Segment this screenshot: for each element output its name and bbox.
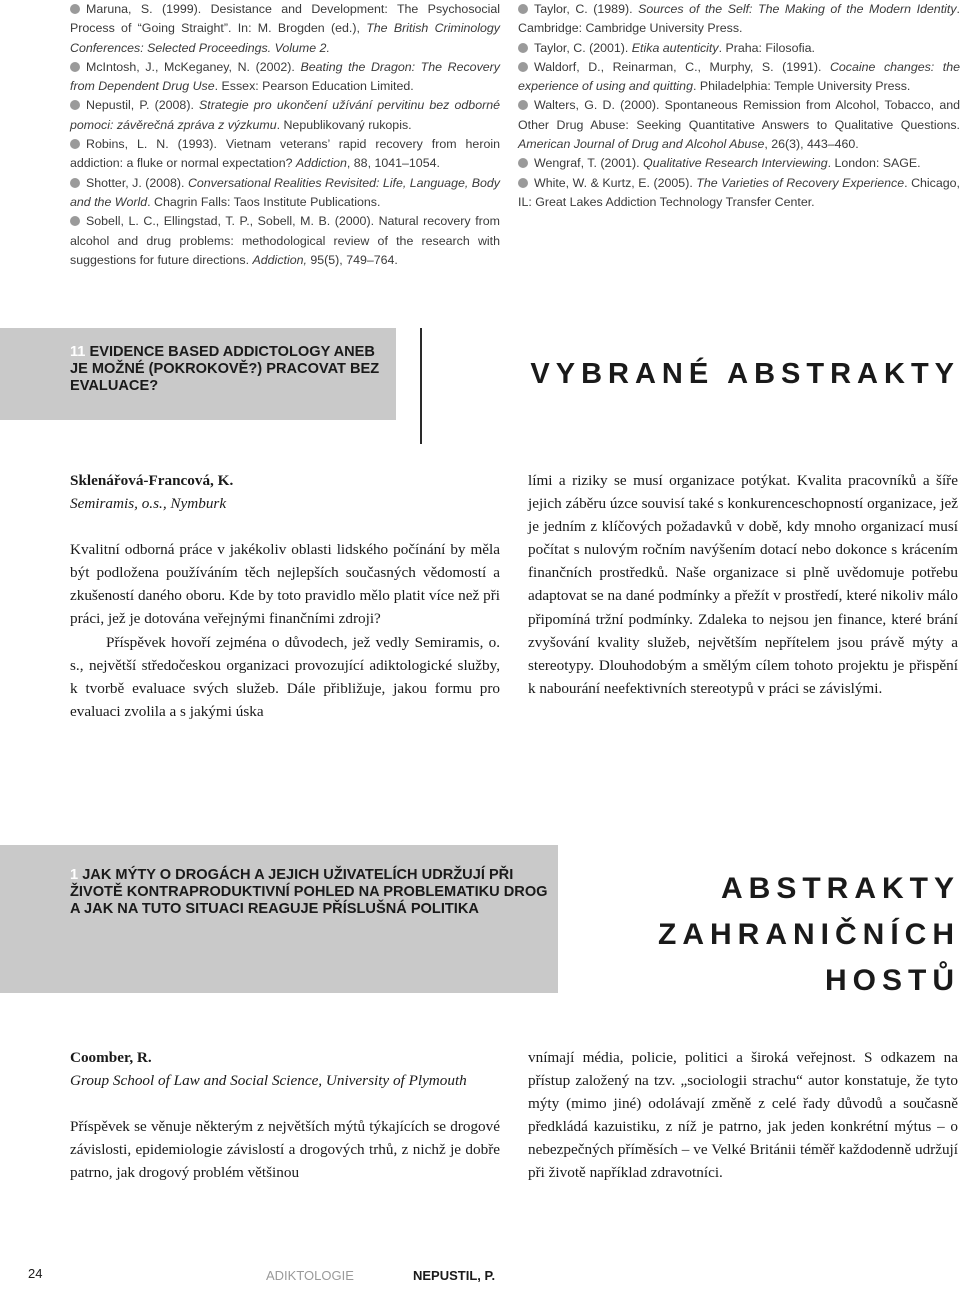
section-title-1 [70,344,390,395]
abstract-1-right [528,469,958,700]
page-number: 24 [28,1266,43,1281]
bullet-icon [518,100,528,110]
reference-item: Shotter, J. (2008). Conversational Realities Revisited: Life, Language, Body and the World. Chagrin Falls: Taos Institute Publications. [70,175,500,209]
reference-item: Nepustil, P. (2008). Strategie pro ukončení užívání pervitinu bez odborné pomoci: závěrečná zpráva z výzkumu. Nepublikovaný rukopis. [70,98,500,132]
bullet-icon [518,62,528,72]
bullet-icon [70,216,80,226]
abstract-2-continued: vnímají média, policie, politici a široká veřejnost. S odkazem na přístup založený na tzv. „sociologii strachu“ autor konstatuje, že tyto mýty (mimo jiné) odolávají změně z celé řady důvodů a současně předkládá kazuistiku, z níž je patrno, jak jeden konkrétní mýtus – o nebezpečných příměsích – ve Velké Británii téměř každodenně udržují při životě například zdravotníci. [528,1049,958,1182]
abstract-2-paragraph-1: Příspěvek se věnuje některým z největších mýtů týkajících se drogové závislosti, epidemiologie závislostí a drogových trhů, z nichž je dobře patrno, jak drogový problém většinou [70,1118,500,1182]
heading-line-1: ABSTRAKTY [721,872,960,905]
abstract-1-paragraph-1: Kvalitní odborná práce v jakékoliv oblasti lidského počínání by měla být podložena používáním těch nejlepších současných vědomostí a zkušeností daného oboru. Kde by toto pravidlo mělo platit více než při práci, jež je dotována veřejnými finančními zdroji? [70,541,500,628]
abstract-1-affiliation: Semiramis, o.s., Nymburk [70,495,227,513]
footer-journal: ADIKTOLOGIE [266,1268,354,1283]
references-right [518,0,960,212]
bullet-icon [70,178,80,188]
bullet-icon [70,62,80,72]
heading-line-3: HOSTŮ [825,964,960,997]
reference-item: Maruna, S. (1999). Desistance and Development: The Psychosocial Process of “Going Straight”. In: M. Brogden (ed.), The British Criminology Conferences: Selected Proceedings. Volume 2. [70,2,500,55]
section-number-1: 11 [70,344,86,360]
bullet-icon [70,4,80,14]
heading-line-2: ZAHRANIČNÍCH [658,918,960,951]
reference-item: Taylor, C. (2001). Etika autenticity. Praha: Filosofia. [518,39,960,58]
reference-item: Taylor, C. (1989). Sources of the Self: The Making of the Modern Identity. Cambridge: Cambridge University Press. [518,2,960,36]
abstract-1-author: Sklenářová-Francová, K. [70,472,234,489]
heading-abstrakty-zahranicnich-hostu [560,866,960,1004]
reference-item: Robins, L. N. (1993). Vietnam veterans’ rapid recovery from heroin addiction: a fluke or normal expectation? Addiction, 88, 1041–1054. [70,137,500,171]
abstract-2-author: Coomber, R. [70,1049,152,1066]
bullet-icon [518,43,528,53]
abstract-2-right [528,1046,958,1185]
bullet-icon [518,4,528,14]
section-title-2 [70,867,550,918]
abstract-1-continued: lími a riziky se musí organizace potýkat. Kvalita pracovníků a šíře jejich záběru úzce souvisí také s konkurenceschopností organizace, jež je jedním z klíčových požadavků v době, kdy mnoho organizací musí počítat s nulovým ročním navýšením dotací nebo dokonce s krácením finančních prostředků. Naše organizace si plně uvědomuje potřebu adaptovat se na dané podmínky a přežít v prostředí, které nikoliv málo připomíná tržní podmínky. Zdaleka to nejsou jen finance, které brání zvyšování kvality služeb, největším nepřítelem jsou právě mýty a stereotypy. Dlouhodobým a smělým cílem tohoto projektu je přispění k nabourání neefektivních stereotypů v práci se závislými. [528,472,958,697]
reference-item: McIntosh, J., McKeganey, N. (2002). Beating the Dragon: The Recovery from Dependent Drug Use. Essex: Pearson Education Limited. [70,59,500,94]
abstract-2-left [70,1046,500,1184]
footer-author: NEPUSTIL, P. [413,1268,496,1283]
reference-item: Walters, G. D. (2000). Spontaneous Remission from Alcohol, Tobacco, and Other Drug Abuse: Seeking Quantitative Answers to Qualitative Questions. American Journal of Drug and Alcohol Abuse, 26(3), 443–460. [518,98,960,152]
heading-vybrane-abstrakty: VYBRANÉ ABSTRAKTY [530,358,960,390]
bullet-icon [70,100,80,110]
reference-item: Wengraf, T. (2001). Qualitative Research Interviewing. London: SAGE. [518,154,960,173]
banner-divider-1 [420,328,422,444]
bullet-icon [70,139,80,149]
bullet-icon [518,178,528,188]
abstract-1-left [70,469,500,723]
abstract-1-paragraph-2: Příspěvek hovoří zejména o důvodech, jež vedly Semiramis, o. s., největší středočeskou organizaci provozující adiktologické služby, k tvorbě evaluace svých služeb. Dále přibližuje, jakou formu pro evaluaci zvolila a s jakými úska [70,633,500,720]
section-number-2: 1 [70,867,79,883]
bullet-icon [518,158,528,168]
reference-item: White, W. & Kurtz, E. (2005). The Varieties of Recovery Experience. Chicago, IL: Great Lakes Addiction Technology Transfer Center. [518,175,960,209]
section-title-text-2: JAK MÝTY O DROGÁCH A JEJICH UŽIVATELÍCH UDRŽUJÍ PŘI ŽIVOTĚ KONTRAPRODUKTIVNÍ POHLED NA PROBLEMATIKU DROG A JAK NA TUTO SITUACI REAGUJE PŘÍSLUŠNÁ POLITIKA [70,867,548,917]
section-title-text-1: EVIDENCE BASED ADDICTOLOGY ANEB JE MOŽNÉ (POKROKOVĚ?) PRACOVAT BEZ EVALUACE? [70,344,380,394]
abstract-2-affiliation: Group School of Law and Social Science, University of Plymouth [70,1072,467,1090]
references-left [70,0,500,270]
reference-item: Waldorf, D., Reinarman, C., Murphy, S. (1991). Cocaine changes: the experience of using and quitting. Philadelphia: Temple University Press. [518,59,960,94]
reference-item: Sobell, L. C., Ellingstad, T. P., Sobell, M. B. (2000). Natural recovery from alcohol and drug problems: methodological review of the research with suggestions for future directions. Addiction, 95(5), 749–764. [70,214,500,267]
